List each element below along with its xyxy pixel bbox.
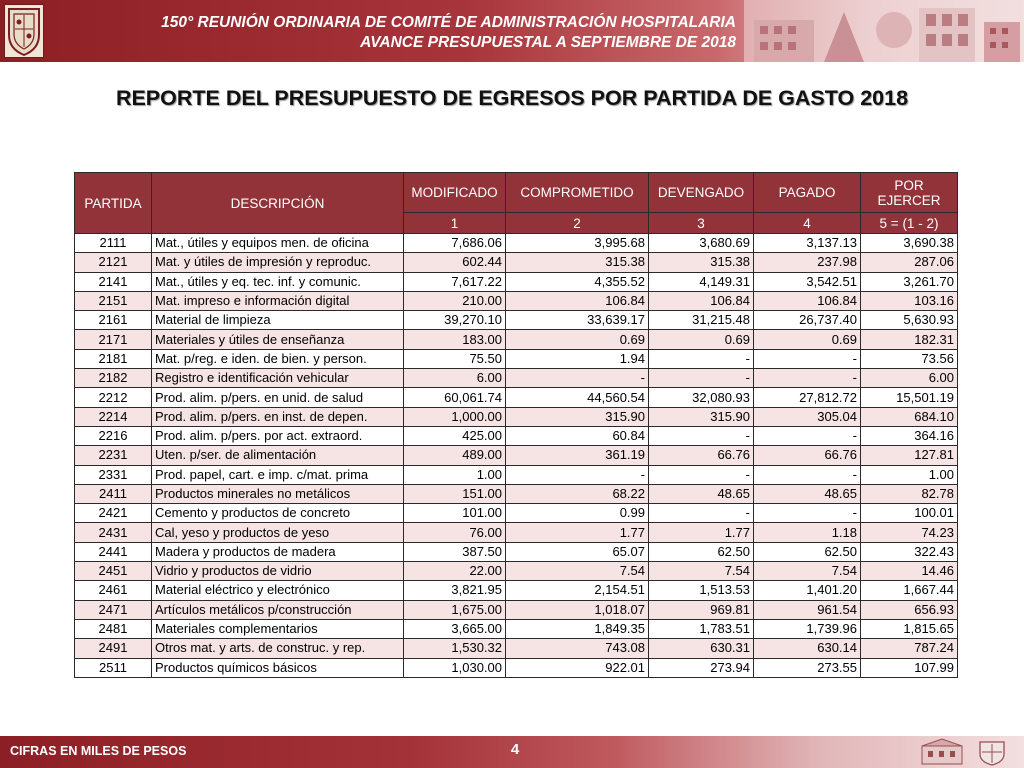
cell-pagado: 27,812.72 [754, 388, 861, 407]
cell-descripcion: Mat. y útiles de impresión y reproduc. [152, 253, 404, 272]
cell-partida: 2121 [75, 253, 152, 272]
cell-pagado: 106.84 [754, 291, 861, 310]
cell-por-ejercer: 1,815.65 [861, 619, 958, 638]
col-header-por-ejercer: POR EJERCER [861, 173, 958, 213]
cell-pagado: 62.50 [754, 542, 861, 561]
cell-pagado: 1,401.20 [754, 581, 861, 600]
cell-por-ejercer: 364.16 [861, 426, 958, 445]
cell-descripcion: Vidrio y productos de vidrio [152, 562, 404, 581]
cell-por-ejercer: 5,630.93 [861, 311, 958, 330]
cell-devengado: 7.54 [649, 562, 754, 581]
table-body [75, 234, 958, 678]
cell-modificado: 60,061.74 [404, 388, 506, 407]
cell-descripcion: Materiales y útiles de enseñanza [152, 330, 404, 349]
cell-pagado: 630.14 [754, 639, 861, 658]
cell-descripcion: Artículos metálicos p/construcción [152, 600, 404, 619]
cell-partida: 2491 [75, 639, 152, 658]
cell-por-ejercer: 103.16 [861, 291, 958, 310]
cell-partida: 2111 [75, 234, 152, 253]
cell-modificado: 7,617.22 [404, 272, 506, 291]
cell-partida: 2151 [75, 291, 152, 310]
cell-descripcion: Mat. impreso e información digital [152, 291, 404, 310]
cell-comprometido: 1.94 [506, 349, 649, 368]
cell-modificado: 7,686.06 [404, 234, 506, 253]
cell-descripcion: Prod. papel, cart. e imp. c/mat. prima [152, 465, 404, 484]
cell-pagado: 66.76 [754, 446, 861, 465]
table-row [75, 253, 958, 272]
cell-comprometido: 65.07 [506, 542, 649, 561]
cell-por-ejercer: 3,690.38 [861, 234, 958, 253]
cell-partida: 2216 [75, 426, 152, 445]
table-row [75, 311, 958, 330]
cell-partida: 2411 [75, 484, 152, 503]
cell-pagado: - [754, 349, 861, 368]
cell-devengado: - [649, 349, 754, 368]
cell-partida: 2421 [75, 504, 152, 523]
table-row [75, 581, 958, 600]
table-row [75, 291, 958, 310]
cell-devengado: 48.65 [649, 484, 754, 503]
cell-descripcion: Productos minerales no metálicos [152, 484, 404, 503]
cell-comprometido: 4,355.52 [506, 272, 649, 291]
table-row [75, 349, 958, 368]
cell-descripcion: Uten. p/ser. de alimentación [152, 446, 404, 465]
cell-devengado: 315.90 [649, 407, 754, 426]
cell-descripcion: Mat., útiles y eq. tec. inf. y comunic. [152, 272, 404, 291]
cell-devengado: 273.94 [649, 658, 754, 677]
table-row [75, 562, 958, 581]
report-title: REPORTE DEL PRESUPUESTO DE EGRESOS POR PARTIDA DE GASTO 2018 [115, 86, 909, 110]
cell-partida: 2231 [75, 446, 152, 465]
cell-partida: 2181 [75, 349, 152, 368]
cell-descripcion: Registro e identificación vehicular [152, 369, 404, 388]
table-row [75, 484, 958, 503]
cell-partida: 2182 [75, 369, 152, 388]
cell-pagado: 0.69 [754, 330, 861, 349]
cell-pagado: 237.98 [754, 253, 861, 272]
cell-modificado: 22.00 [404, 562, 506, 581]
cell-devengado: 1.77 [649, 523, 754, 542]
col-subheader: 5 = (1 - 2) [861, 213, 958, 234]
cell-devengado: - [649, 504, 754, 523]
col-subheader: 2 [506, 213, 649, 234]
cell-devengado: - [649, 465, 754, 484]
col-header-descripcion: DESCRIPCIÓN [152, 173, 404, 234]
cell-devengado: 62.50 [649, 542, 754, 561]
cell-comprometido: 315.38 [506, 253, 649, 272]
table-row [75, 600, 958, 619]
cell-pagado: 273.55 [754, 658, 861, 677]
cell-partida: 2171 [75, 330, 152, 349]
footer-units-label: CIFRAS EN MILES DE PESOS [10, 744, 187, 758]
cell-partida: 2214 [75, 407, 152, 426]
cell-comprometido: 1,849.35 [506, 619, 649, 638]
cell-comprometido: 7.54 [506, 562, 649, 581]
table-row [75, 523, 958, 542]
table-row [75, 369, 958, 388]
hospital-logo-icon [920, 738, 1016, 766]
cell-devengado: 32,080.93 [649, 388, 754, 407]
cell-comprometido: 2,154.51 [506, 581, 649, 600]
cell-comprometido: 1.77 [506, 523, 649, 542]
cell-descripcion: Mat., útiles y equipos men. de oficina [152, 234, 404, 253]
cell-comprometido: 68.22 [506, 484, 649, 503]
cell-pagado: 3,137.13 [754, 234, 861, 253]
table-row [75, 272, 958, 291]
cell-modificado: 210.00 [404, 291, 506, 310]
cell-modificado: 39,270.10 [404, 311, 506, 330]
cell-pagado: 7.54 [754, 562, 861, 581]
cell-por-ejercer: 74.23 [861, 523, 958, 542]
cell-por-ejercer: 1.00 [861, 465, 958, 484]
cell-comprometido: 361.19 [506, 446, 649, 465]
footer-bar [0, 736, 1024, 768]
table-row [75, 465, 958, 484]
cell-por-ejercer: 287.06 [861, 253, 958, 272]
cell-modificado: 1,675.00 [404, 600, 506, 619]
cell-por-ejercer: 15,501.19 [861, 388, 958, 407]
cell-modificado: 425.00 [404, 426, 506, 445]
cell-devengado: 3,680.69 [649, 234, 754, 253]
cell-modificado: 6.00 [404, 369, 506, 388]
col-header-comprometido: COMPROMETIDO [506, 173, 649, 213]
cell-partida: 2481 [75, 619, 152, 638]
col-header-partida: PARTIDA [75, 173, 152, 234]
cell-modificado: 3,821.95 [404, 581, 506, 600]
cell-modificado: 387.50 [404, 542, 506, 561]
col-subheader: 1 [404, 213, 506, 234]
cell-modificado: 151.00 [404, 484, 506, 503]
table-row [75, 388, 958, 407]
cell-comprometido: 3,995.68 [506, 234, 649, 253]
cell-modificado: 75.50 [404, 349, 506, 368]
cell-partida: 2331 [75, 465, 152, 484]
cell-por-ejercer: 3,261.70 [861, 272, 958, 291]
table-row [75, 504, 958, 523]
crest-logo-icon [4, 4, 44, 58]
page-number: 4 [510, 741, 520, 758]
banner-line-2: AVANCE PRESUPUESTAL A SEPTIEMBRE DE 2018 [360, 34, 736, 51]
cell-devengado: 630.31 [649, 639, 754, 658]
cell-pagado: - [754, 426, 861, 445]
col-subheader: 3 [649, 213, 754, 234]
col-subheader: 4 [754, 213, 861, 234]
cell-partida: 2212 [75, 388, 152, 407]
cell-pagado: 26,737.40 [754, 311, 861, 330]
cell-comprometido: 44,560.54 [506, 388, 649, 407]
cell-descripcion: Madera y productos de madera [152, 542, 404, 561]
banner-line-1: 150° REUNIÓN ORDINARIA DE COMITÉ DE ADMINISTRACIÓN HOSPITALARIA [161, 14, 736, 31]
cell-devengado: 66.76 [649, 446, 754, 465]
cell-comprometido: - [506, 369, 649, 388]
table-row [75, 426, 958, 445]
cell-pagado: 1,739.96 [754, 619, 861, 638]
cell-por-ejercer: 14.46 [861, 562, 958, 581]
cell-comprometido: 0.69 [506, 330, 649, 349]
table-row [75, 639, 958, 658]
banner-title [161, 13, 736, 53]
cell-descripcion: Prod. alim. p/pers. en inst. de depen. [152, 407, 404, 426]
cell-comprometido: 743.08 [506, 639, 649, 658]
cell-comprometido: 106.84 [506, 291, 649, 310]
cell-partida: 2461 [75, 581, 152, 600]
cell-por-ejercer: 100.01 [861, 504, 958, 523]
cell-pagado: - [754, 369, 861, 388]
cell-pagado: - [754, 504, 861, 523]
cell-comprometido: 1,018.07 [506, 600, 649, 619]
cell-descripcion: Cal, yeso y productos de yeso [152, 523, 404, 542]
table-row [75, 234, 958, 253]
table-row [75, 446, 958, 465]
cell-por-ejercer: 73.56 [861, 349, 958, 368]
cell-por-ejercer: 1,667.44 [861, 581, 958, 600]
cell-partida: 2431 [75, 523, 152, 542]
header-banner [0, 0, 1024, 62]
cell-descripcion: Material eléctrico y electrónico [152, 581, 404, 600]
cell-por-ejercer: 322.43 [861, 542, 958, 561]
cell-devengado: - [649, 426, 754, 445]
cell-por-ejercer: 182.31 [861, 330, 958, 349]
cell-modificado: 1,000.00 [404, 407, 506, 426]
cell-modificado: 183.00 [404, 330, 506, 349]
cell-descripcion: Prod. alim. p/pers. por act. extraord. [152, 426, 404, 445]
cell-modificado: 101.00 [404, 504, 506, 523]
cell-pagado: 961.54 [754, 600, 861, 619]
cell-pagado: 305.04 [754, 407, 861, 426]
cell-devengado: 0.69 [649, 330, 754, 349]
cell-por-ejercer: 127.81 [861, 446, 958, 465]
cell-pagado: 48.65 [754, 484, 861, 503]
cell-partida: 2471 [75, 600, 152, 619]
cell-comprometido: - [506, 465, 649, 484]
cell-partida: 2511 [75, 658, 152, 677]
budget-table [74, 172, 958, 678]
cell-devengado: 4,149.31 [649, 272, 754, 291]
cell-devengado: 315.38 [649, 253, 754, 272]
hospital-building-image [744, 0, 1024, 62]
cell-comprometido: 33,639.17 [506, 311, 649, 330]
table-row [75, 619, 958, 638]
cell-descripcion: Prod. alim. p/pers. en unid. de salud [152, 388, 404, 407]
cell-descripcion: Materiales complementarios [152, 619, 404, 638]
cell-devengado: 106.84 [649, 291, 754, 310]
cell-devengado: - [649, 369, 754, 388]
cell-por-ejercer: 684.10 [861, 407, 958, 426]
table-row [75, 658, 958, 677]
cell-descripcion: Cemento y productos de concreto [152, 504, 404, 523]
col-header-modificado: MODIFICADO [404, 173, 506, 213]
cell-modificado: 1,030.00 [404, 658, 506, 677]
cell-partida: 2161 [75, 311, 152, 330]
cell-comprometido: 315.90 [506, 407, 649, 426]
cell-modificado: 3,665.00 [404, 619, 506, 638]
cell-descripcion: Mat. p/reg. e iden. de bien. y person. [152, 349, 404, 368]
cell-devengado: 1,783.51 [649, 619, 754, 638]
cell-descripcion: Otros mat. y arts. de construc. y rep. [152, 639, 404, 658]
cell-por-ejercer: 656.93 [861, 600, 958, 619]
cell-comprometido: 60.84 [506, 426, 649, 445]
cell-por-ejercer: 107.99 [861, 658, 958, 677]
cell-pagado: - [754, 465, 861, 484]
cell-devengado: 1,513.53 [649, 581, 754, 600]
cell-partida: 2451 [75, 562, 152, 581]
cell-modificado: 1,530.32 [404, 639, 506, 658]
cell-comprometido: 922.01 [506, 658, 649, 677]
cell-partida: 2441 [75, 542, 152, 561]
cell-modificado: 76.00 [404, 523, 506, 542]
cell-devengado: 969.81 [649, 600, 754, 619]
cell-modificado: 1.00 [404, 465, 506, 484]
cell-por-ejercer: 6.00 [861, 369, 958, 388]
cell-por-ejercer: 787.24 [861, 639, 958, 658]
cell-modificado: 602.44 [404, 253, 506, 272]
cell-modificado: 489.00 [404, 446, 506, 465]
cell-por-ejercer: 82.78 [861, 484, 958, 503]
table-row [75, 542, 958, 561]
table-row [75, 330, 958, 349]
cell-descripcion: Material de limpieza [152, 311, 404, 330]
col-header-pagado: PAGADO [754, 173, 861, 213]
cell-comprometido: 0.99 [506, 504, 649, 523]
col-header-devengado: DEVENGADO [649, 173, 754, 213]
table-row [75, 407, 958, 426]
cell-partida: 2141 [75, 272, 152, 291]
cell-pagado: 3,542.51 [754, 272, 861, 291]
cell-descripcion: Productos químicos básicos [152, 658, 404, 677]
cell-devengado: 31,215.48 [649, 311, 754, 330]
cell-pagado: 1.18 [754, 523, 861, 542]
